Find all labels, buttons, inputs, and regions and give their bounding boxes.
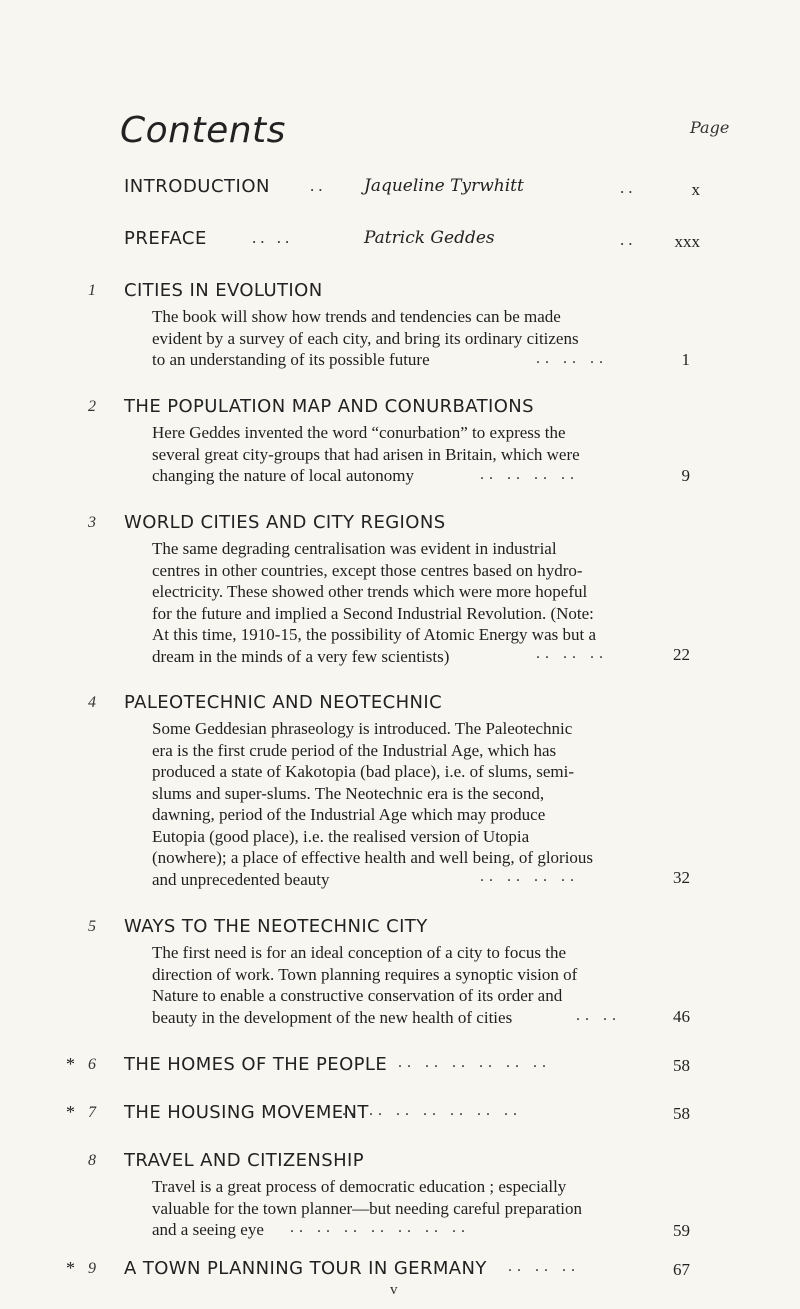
description-line: and unprecedented beauty <box>152 869 330 889</box>
leader-dots: .. .. .. .. .. .. .. <box>342 1102 522 1119</box>
leader-dots: .. .. .. .. .. .. .. <box>290 1219 470 1236</box>
chapter-number: 6 <box>88 1056 96 1073</box>
front-matter-author: Jaqueline Tyrwhitt <box>364 176 524 196</box>
description-line: produced a state of Kakotopia (bad place), i.e. of slums, semi- <box>152 762 575 781</box>
chapter-number: 8 <box>88 1152 96 1169</box>
chapter-description <box>152 718 672 890</box>
leader-dots: .. .. .. <box>536 645 608 662</box>
leader-dots: .. <box>620 178 637 197</box>
description-line: The same degrading centralisation was evident in industrial <box>152 539 557 558</box>
front-matter-title-preface: PREFACE <box>124 228 207 249</box>
description-line: At this time, 1910-15, the possibility of Atomic Energy was but a <box>152 625 597 644</box>
page-number: 32 <box>673 868 690 887</box>
chapter-title: PALEOTECHNIC AND NEOTECHNIC <box>124 692 443 713</box>
page-title: Contents <box>120 110 286 151</box>
description-line: dream in the minds of a very few scientists) <box>152 646 450 666</box>
leader-dots: .. .. <box>252 228 294 247</box>
description-line: direction of work. Town planning requires a synoptic vision of <box>152 964 578 984</box>
description-line: beauty in the development of the new health of cities <box>152 1007 513 1027</box>
page-column-label: Page <box>690 118 730 137</box>
description-line: slums and super-slums. The Neotechnic era is the second, <box>152 783 545 803</box>
chapter-number: 7 <box>88 1104 96 1121</box>
chapter-number: 2 <box>88 398 96 415</box>
chapter-title: CITIES IN EVOLUTION <box>124 280 323 301</box>
page-number: 1 <box>681 350 690 369</box>
page-number: 59 <box>673 1221 690 1240</box>
page-number: 9 <box>681 466 690 485</box>
chapter-number: 4 <box>88 694 96 711</box>
page-number: 22 <box>673 645 690 664</box>
description-line: Eutopia (good place), i.e. the realised version of Utopia <box>152 826 530 846</box>
page-number: 67 <box>673 1260 690 1279</box>
chapter-description <box>152 422 672 487</box>
description-line: Nature to enable a constructive conservation of its order and <box>152 986 563 1005</box>
asterisk-marker: * <box>66 1102 75 1122</box>
asterisk-marker: * <box>66 1054 75 1074</box>
description-line: centres in other countries, except those centres based on hydro- <box>152 560 583 580</box>
chapter-number: 3 <box>88 514 96 531</box>
chapter-number: 1 <box>88 282 96 299</box>
leader-dots: .. <box>620 230 637 249</box>
description-line: The book will show how trends and tendencies can be made <box>152 307 561 326</box>
chapter-number: 5 <box>88 918 96 935</box>
page-number: 58 <box>673 1104 690 1123</box>
chapter-title: A TOWN PLANNING TOUR IN GERMANY <box>124 1258 487 1279</box>
description-line: Some Geddesian phraseology is introduced. The Paleotechnic <box>152 719 573 738</box>
leader-dots: .. .. .. .. .. .. <box>398 1054 551 1071</box>
description-line: for the future and implied a Second Industrial Revolution. (Note: <box>152 603 594 623</box>
chapter-title: THE HOUSING MOVEMENT <box>124 1102 369 1123</box>
folio-page-number: v <box>390 1282 398 1298</box>
leader-dots: .. .. .. <box>508 1258 580 1275</box>
description-line: Here Geddes invented the word “conurbation” to express the <box>152 423 566 442</box>
description-line: electricity. These showed other trends which were more hopeful <box>152 582 588 601</box>
asterisk-marker: * <box>66 1258 75 1278</box>
chapter-number: 9 <box>88 1260 96 1277</box>
leader-dots: .. .. <box>576 1007 621 1024</box>
description-line: Travel is a great process of democratic education ; especially <box>152 1177 567 1196</box>
page-number: 58 <box>673 1056 690 1075</box>
chapter-title: THE HOMES OF THE PEOPLE <box>124 1054 388 1075</box>
leader-dots: .. .. .. .. <box>480 868 579 885</box>
description-line: to an understanding of its possible future <box>152 350 430 369</box>
description-line: several great city-groups that had arisen in Britain, which were <box>152 444 580 464</box>
description-line: evident by a survey of each city, and bring its ordinary citizens <box>152 328 579 348</box>
front-matter-title-introduction: INTRODUCTION <box>124 176 270 197</box>
page-number: 46 <box>673 1007 690 1026</box>
description-line: (nowhere); a place of effective health and well being, of glorious <box>152 848 594 867</box>
chapter-title: WAYS TO THE NEOTECHNIC CITY <box>124 916 428 937</box>
front-matter-author: Patrick Geddes <box>364 228 495 248</box>
description-line: changing the nature of local autonomy <box>152 466 414 485</box>
page-number: xxx <box>674 232 700 251</box>
leader-dots: .. <box>310 176 327 195</box>
chapter-title: THE POPULATION MAP AND CONURBATIONS <box>124 396 534 417</box>
leader-dots: .. .. .. <box>536 350 608 367</box>
description-line: dawning, period of the Industrial Age which may produce <box>152 805 546 824</box>
leader-dots: .. .. .. .. <box>480 466 579 483</box>
description-line: valuable for the town planner—but needing careful preparation <box>152 1198 583 1218</box>
description-line: The first need is for an ideal conception of a city to focus the <box>152 943 566 962</box>
description-line: and a seeing eye <box>152 1220 264 1239</box>
description-line: era is the first crude period of the Industrial Age, which has <box>152 740 557 760</box>
chapter-title: WORLD CITIES AND CITY REGIONS <box>124 512 446 533</box>
chapter-title: TRAVEL AND CITIZENSHIP <box>124 1150 365 1171</box>
page-number: x <box>691 180 700 199</box>
